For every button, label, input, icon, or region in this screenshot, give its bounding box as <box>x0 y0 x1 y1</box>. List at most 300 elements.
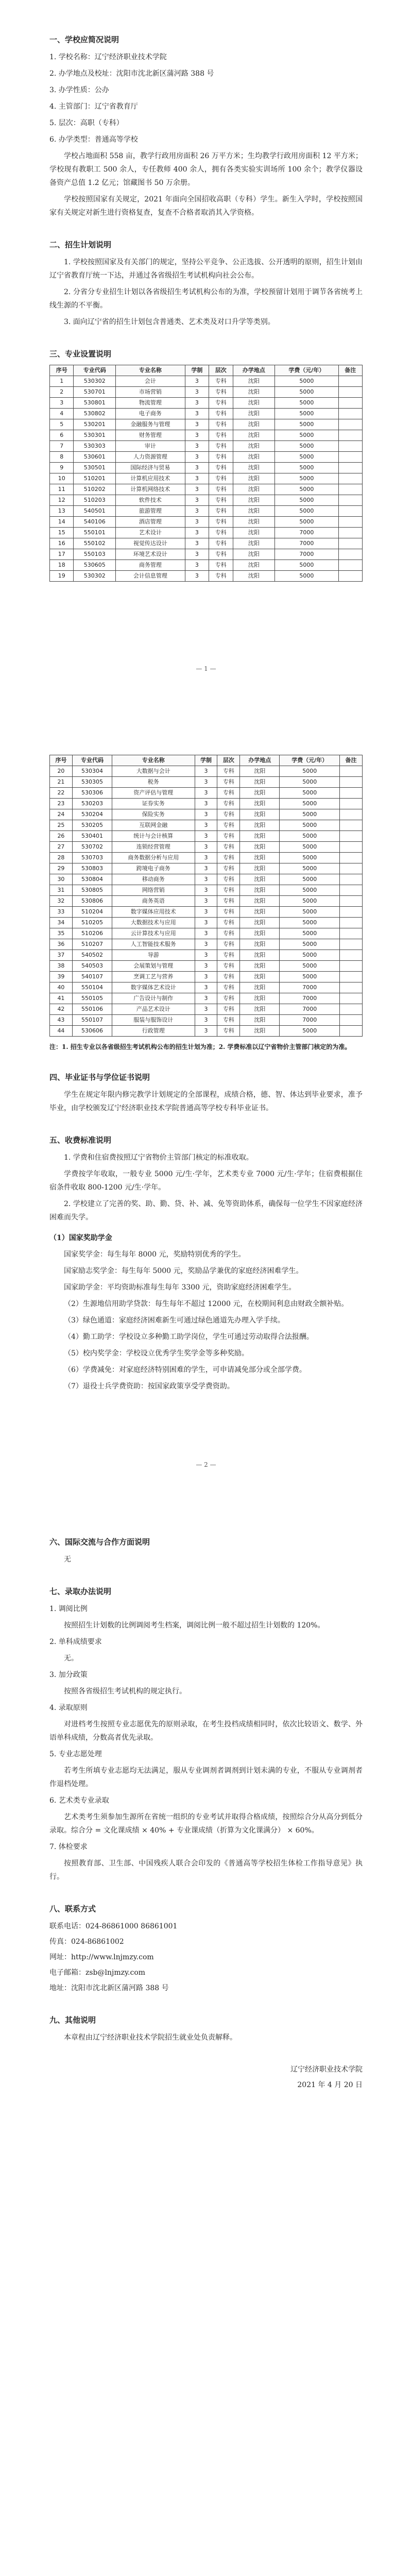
contact-line: 电子邮箱：zsb@lnjmzy.com <box>49 1969 146 1977</box>
table-cell: 沈阳 <box>240 777 280 788</box>
table-cell: 艺术设计 <box>116 528 185 538</box>
table-cell: 3 <box>185 398 209 409</box>
table-cell: 3 <box>195 809 217 820</box>
table-row <box>50 788 363 799</box>
table-cell: 18 <box>50 560 74 571</box>
table-cell: 3 <box>185 560 209 571</box>
table-cell: 沈阳 <box>240 928 280 939</box>
paragraph: 无。 <box>64 1654 78 1663</box>
table-cell: 人工智能技术服务 <box>112 939 195 950</box>
table-cell: 沈阳 <box>240 809 280 820</box>
table-cell: 530805 <box>72 885 112 896</box>
table-cell: 沈阳 <box>240 1015 280 1026</box>
paragraph: 1. 学费和住宿费按照辽宁省物价主管部门核定的标准收取。 <box>64 1154 253 1162</box>
table-cell: 3 <box>185 463 209 473</box>
table-cell: 沈阳 <box>240 982 280 993</box>
table-cell: 专科 <box>209 517 233 528</box>
table-cell: 沈阳 <box>240 820 280 831</box>
text-line: 4. 主管部门：辽宁省教育厅 <box>49 103 138 111</box>
table-cell: 环境艺术设计 <box>116 549 185 560</box>
table-cell: 广告设计与制作 <box>112 993 195 1004</box>
paragraph: 3. 加分政策 <box>49 1671 88 1679</box>
table-cell <box>340 1026 363 1037</box>
table-cell: 数字媒体艺术设计 <box>112 982 195 993</box>
table-cell: 3 <box>195 950 217 961</box>
table-cell <box>340 993 363 1004</box>
table-cell <box>338 419 362 430</box>
paragraph: 国家励志奖学金：每生每年 5000 元，奖励品学兼优的家庭经济困难学生。 <box>64 1267 303 1275</box>
table-cell: 5000 <box>275 452 338 463</box>
paragraph: 国家奖学金：每生每年 8000 元，奖励特别优秀的学生。 <box>64 1250 246 1259</box>
table-row <box>50 452 363 463</box>
text-line: 1. 学校名称：辽宁经济职业技术学院 <box>49 53 167 61</box>
table-cell: 5000 <box>280 788 340 799</box>
table-cell: 3 <box>195 982 217 993</box>
table-cell: 530801 <box>74 398 116 409</box>
table-cell <box>340 961 363 972</box>
table-cell: 专科 <box>209 452 233 463</box>
table-row <box>50 1026 363 1037</box>
table-cell: 20 <box>50 766 73 777</box>
table-cell: 540503 <box>72 961 112 972</box>
table-cell: 专科 <box>209 549 233 560</box>
paragraph: 学费按学年收取，一般专业 5000 元/生·学年，艺术类专业 7000 元/生·学年；住宿费根据住宿条件收取 800-1200 元/生·学年。 <box>49 1170 363 1192</box>
table-cell: 5000 <box>275 441 338 452</box>
table-cell: 3 <box>185 484 209 495</box>
table-cell: 540502 <box>72 950 112 961</box>
table-cell: 沈阳 <box>240 993 280 1004</box>
table-row <box>50 473 363 484</box>
table-cell: 14 <box>50 517 74 528</box>
table-cell: 41 <box>50 993 73 1004</box>
table-cell: 沈阳 <box>233 484 275 495</box>
table-cell: 530501 <box>74 463 116 473</box>
table-cell: 550104 <box>72 982 112 993</box>
table-cell: 导游 <box>112 950 195 961</box>
paragraph: 学校占地面积 558 亩，教学行政用房面积 26 万平方米；生均教学行政用房面积 12 平方米；学校现有教职工 500 余人，专任教师 400 余人，拥有各类实验实训场所 100 余个；教学仪器设备资产总值 1.2 亿元；馆藏图书 50 万余册。 <box>49 152 363 187</box>
table-cell <box>338 484 362 495</box>
table-cell: 专科 <box>217 1004 240 1015</box>
table-cell: 5000 <box>280 907 340 918</box>
table-row <box>50 961 363 972</box>
table-row <box>50 907 363 918</box>
table-cell: 550107 <box>72 1015 112 1026</box>
majors-table-part-1 <box>49 365 363 582</box>
table-cell: 5000 <box>275 571 338 582</box>
table-cell: 5000 <box>280 863 340 874</box>
table-cell <box>338 549 362 560</box>
table-cell: 专科 <box>209 398 233 409</box>
table-cell <box>338 452 362 463</box>
table-cell <box>340 1015 363 1026</box>
section-enrollment-plan <box>49 238 363 329</box>
table-cell: 5000 <box>280 842 340 853</box>
table-cell: 13 <box>50 506 74 517</box>
table-row <box>50 928 363 939</box>
table-cell: 专科 <box>217 1026 240 1037</box>
table-cell: 3 <box>195 1004 217 1015</box>
table-cell <box>338 560 362 571</box>
text-line: 6. 办学类型：普通高等学校 <box>49 135 138 144</box>
table-cell: 3 <box>195 853 217 863</box>
table-cell: 网络营销 <box>112 885 195 896</box>
table-cell: 专科 <box>209 409 233 419</box>
table-cell: 5000 <box>280 820 340 831</box>
table-cell: 沈阳 <box>233 441 275 452</box>
table-cell: 专科 <box>209 430 233 441</box>
table-cell: 26 <box>50 831 73 842</box>
table-row <box>50 441 363 452</box>
table-cell: 软件技术 <box>116 495 185 506</box>
paragraph: 对进档考生按照专业志愿优先的原则录取，在考生投档成绩相同时，依次比较语文、数学、外语单科成绩，分数高者优先录取。 <box>49 1720 363 1742</box>
table-cell: 530302 <box>74 571 116 582</box>
table-header-cell: 学制 <box>195 755 217 766</box>
section-title: 八、联系方式 <box>49 1904 96 1913</box>
section-title: 六、国际交流与合作方面说明 <box>49 1537 150 1547</box>
document-body <box>49 33 363 2094</box>
table-cell <box>338 528 362 538</box>
paragraph: 6. 艺术类专业录取 <box>49 1797 109 1805</box>
table-cell: 3 <box>195 961 217 972</box>
paragraph: 3. 面向辽宁省的招生计划包含普通类、艺术类及对口升学等类别。 <box>64 318 275 326</box>
table-cell: 保险实务 <box>112 809 195 820</box>
table-row <box>50 777 363 788</box>
page-number: — 2 — <box>196 1461 216 1468</box>
table-cell <box>340 766 363 777</box>
table-cell: 38 <box>50 961 73 972</box>
paragraph: 5. 专业志愿处理 <box>49 1750 102 1758</box>
table-cell: 3 <box>185 452 209 463</box>
table-cell: 3 <box>185 473 209 484</box>
table-cell: 25 <box>50 820 73 831</box>
table-row <box>50 853 363 863</box>
table-row <box>50 528 363 538</box>
table-header-cell: 办学地点 <box>240 755 280 766</box>
table-cell: 5000 <box>280 939 340 950</box>
paragraph: 4. 录取原则 <box>49 1704 88 1712</box>
table-cell: 3 <box>195 928 217 939</box>
table-cell: 审计 <box>116 441 185 452</box>
table-row <box>50 799 363 809</box>
table-cell: 5000 <box>280 799 340 809</box>
table-cell: 3 <box>195 788 217 799</box>
table-cell: 9 <box>50 463 74 473</box>
table-cell: 540107 <box>72 972 112 982</box>
table-cell <box>340 939 363 950</box>
table-header-cell: 层次 <box>217 755 240 766</box>
table-row <box>50 809 363 820</box>
table-cell: 6 <box>50 430 74 441</box>
section-fees <box>49 1133 363 1393</box>
table-cell: 36 <box>50 939 73 950</box>
table-cell: 5000 <box>275 463 338 473</box>
table-cell: 沈阳 <box>240 766 280 777</box>
table-cell: 5000 <box>280 777 340 788</box>
section-certificates <box>49 1071 363 1115</box>
table-cell: 550101 <box>74 528 116 538</box>
table-cell: 专科 <box>209 387 233 398</box>
paragraph: 1. 调阅比例 <box>49 1605 88 1613</box>
section-international <box>49 1535 363 1566</box>
table-row <box>50 766 363 777</box>
table-row <box>50 571 363 582</box>
table-cell: 530601 <box>74 452 116 463</box>
table-cell: 510206 <box>72 928 112 939</box>
table-cell: 专科 <box>217 896 240 907</box>
table-cell: 会计信息管理 <box>116 571 185 582</box>
table-cell: 专科 <box>209 560 233 571</box>
table-cell: 沈阳 <box>240 939 280 950</box>
table-cell: 税务 <box>112 777 195 788</box>
table-cell <box>340 972 363 982</box>
paragraph: （3）绿色通道：家庭经济困难新生可通过绿色通道先办理入学手续。 <box>64 1316 285 1325</box>
paragraph: 无 <box>64 1555 71 1564</box>
table-cell: 11 <box>50 484 74 495</box>
table-cell: 专科 <box>209 376 233 387</box>
table-cell: 550102 <box>74 538 116 549</box>
table-cell: 证券实务 <box>112 799 195 809</box>
table-header-cell: 学费（元/年） <box>275 365 338 376</box>
table-row <box>50 560 363 571</box>
table-cell: 550106 <box>72 1004 112 1015</box>
table-header-row <box>50 365 363 376</box>
table-cell <box>340 950 363 961</box>
table-cell <box>340 809 363 820</box>
table-cell: 5000 <box>280 928 340 939</box>
page-break <box>49 600 363 755</box>
table-cell: 数字媒体应用技术 <box>112 907 195 918</box>
table-cell: 金融服务与管理 <box>116 419 185 430</box>
paragraph: 2. 单科成绩要求 <box>49 1638 102 1646</box>
table-row <box>50 950 363 961</box>
table-row <box>50 842 363 853</box>
table-cell: 沈阳 <box>233 419 275 430</box>
table-cell: 沈阳 <box>233 473 275 484</box>
table-cell: 5000 <box>275 409 338 419</box>
table-cell: 专科 <box>217 950 240 961</box>
table-cell: 3 <box>185 538 209 549</box>
table-cell: 财务管理 <box>116 430 185 441</box>
table-cell: 3 <box>195 766 217 777</box>
table-cell <box>338 571 362 582</box>
table-header-cell: 学费（元/年） <box>280 755 340 766</box>
table-cell <box>340 820 363 831</box>
table-cell <box>340 842 363 853</box>
table-cell: 16 <box>50 538 74 549</box>
table-row <box>50 1004 363 1015</box>
table-cell: 7000 <box>275 528 338 538</box>
table-cell: 3 <box>195 972 217 982</box>
table-cell: 510205 <box>72 918 112 928</box>
table-cell: 540106 <box>74 517 116 528</box>
table-cell: 510203 <box>74 495 116 506</box>
table-cell <box>338 409 362 419</box>
table-row <box>50 495 363 506</box>
table-header-cell: 专业名称 <box>112 755 195 766</box>
table-cell: 3 <box>195 874 217 885</box>
paragraph: 按照教育部、卫生部、中国残疾人联合会印发的《普通高等学校招生体检工作指导意见》执行。 <box>49 1859 363 1881</box>
table-cell <box>338 473 362 484</box>
table-cell: 40 <box>50 982 73 993</box>
section-title: 五、收费标准说明 <box>49 1136 112 1145</box>
table-cell <box>340 982 363 993</box>
paragraph: （4）勤工助学：学校设立多种勤工助学岗位，学生可通过劳动取得合法报酬。 <box>64 1333 314 1341</box>
contact-line: 联系电话：024-86861000 86861001 <box>49 1922 178 1930</box>
table-row <box>50 409 363 419</box>
table-cell: 沈阳 <box>240 1004 280 1015</box>
table-cell: 大数据与会计 <box>112 766 195 777</box>
table-cell: 510207 <box>72 939 112 950</box>
page-break <box>49 1412 363 1535</box>
table-cell: 3 <box>185 430 209 441</box>
table-cell <box>340 928 363 939</box>
table-cell: 沈阳 <box>233 409 275 419</box>
table-header-cell: 序号 <box>50 365 74 376</box>
table-cell: 沈阳 <box>233 387 275 398</box>
table-cell: 10 <box>50 473 74 484</box>
table-cell: 530702 <box>72 842 112 853</box>
table-cell: 3 <box>185 441 209 452</box>
table-cell: 5000 <box>280 961 340 972</box>
table-cell: 530305 <box>72 777 112 788</box>
table-cell: 沈阳 <box>233 506 275 517</box>
table-cell <box>338 463 362 473</box>
table-cell: 专科 <box>209 419 233 430</box>
table-cell: 29 <box>50 863 73 874</box>
table-cell <box>340 831 363 842</box>
table-cell: 3 <box>195 939 217 950</box>
table-cell: 5000 <box>280 885 340 896</box>
contact-line: 地址：沈阳市沈北新区蒲河路 388 号 <box>49 1984 169 1992</box>
table-cell: 7000 <box>280 982 340 993</box>
table-cell: 5000 <box>280 831 340 842</box>
table-cell: 沈阳 <box>233 528 275 538</box>
section-title: 七、录取办法说明 <box>49 1587 112 1596</box>
table-row <box>50 517 363 528</box>
table-cell: 专科 <box>217 831 240 842</box>
table-cell: 专科 <box>217 820 240 831</box>
table-cell: 沈阳 <box>233 517 275 528</box>
section-school-info <box>49 33 363 219</box>
table-cell: 530302 <box>74 376 116 387</box>
table-cell: 39 <box>50 972 73 982</box>
table-cell: 3 <box>185 387 209 398</box>
table-row <box>50 538 363 549</box>
table-cell: 24 <box>50 809 73 820</box>
table-cell: 5000 <box>275 419 338 430</box>
table-cell: 沈阳 <box>240 885 280 896</box>
table-cell <box>340 788 363 799</box>
table-cell: 专科 <box>217 885 240 896</box>
table-cell <box>340 799 363 809</box>
table-cell: 互联网金融 <box>112 820 195 831</box>
table-cell <box>340 863 363 874</box>
table-cell: 5000 <box>280 809 340 820</box>
table-cell: 专科 <box>217 766 240 777</box>
table-cell: 沈阳 <box>240 896 280 907</box>
table-cell: 专科 <box>217 982 240 993</box>
table-cell <box>338 538 362 549</box>
paragraph: 2. 学校建立了完善的奖、助、勤、贷、补、减、免等资助体系，确保每一位学生不因家庭经济困难而失学。 <box>49 1200 363 1222</box>
table-cell: 550103 <box>74 549 116 560</box>
table-header-cell: 备注 <box>340 755 363 766</box>
table-cell: 530301 <box>74 430 116 441</box>
table-cell: 5000 <box>280 972 340 982</box>
table-cell: 沈阳 <box>240 799 280 809</box>
paragraph: （2）生源地信用助学贷款：每生每年不超过 12000 元，在校期间利息由财政全额补贴。 <box>64 1300 349 1308</box>
table-cell: 沈阳 <box>233 398 275 409</box>
paragraph: 2. 分省分专业招生计划以各省级招生考试机构公布的为准，学校预留计划用于调节各省统考上线生源的不平衡。 <box>49 288 363 310</box>
table-header-cell: 专业代码 <box>74 365 116 376</box>
table-cell: 3 <box>185 549 209 560</box>
table-cell: 7000 <box>275 549 338 560</box>
table-cell: 530606 <box>72 1026 112 1037</box>
table-cell: 专科 <box>209 484 233 495</box>
table-cell <box>338 398 362 409</box>
table-cell: 44 <box>50 1026 73 1037</box>
table-header-cell: 备注 <box>338 365 362 376</box>
table-cell: 530703 <box>72 853 112 863</box>
table-cell: 2 <box>50 387 74 398</box>
table-cell: 沈阳 <box>240 874 280 885</box>
table-cell: 7 <box>50 441 74 452</box>
section-title: 四、毕业证书与学位证书说明 <box>49 1073 150 1082</box>
table-cell: 沈阳 <box>233 538 275 549</box>
text-line: 5. 层次：高职（专科） <box>49 119 124 127</box>
table-cell: 34 <box>50 918 73 928</box>
table-cell: 专科 <box>217 972 240 982</box>
table-cell: 专科 <box>217 863 240 874</box>
table-cell <box>340 896 363 907</box>
table-cell: 专科 <box>209 528 233 538</box>
table-header-cell: 层次 <box>209 365 233 376</box>
table-cell: 统计与会计核算 <box>112 831 195 842</box>
table-cell: 33 <box>50 907 73 918</box>
table-cell: 专科 <box>209 495 233 506</box>
table-cell: 28 <box>50 853 73 863</box>
section-majors <box>49 347 363 582</box>
table-cell: 专科 <box>209 463 233 473</box>
table-cell: 3 <box>185 376 209 387</box>
table-cell <box>340 885 363 896</box>
paragraph: 1. 学校按照国家及有关部门的规定，坚持公平竞争、公正选拔、公开透明的原则，招生计划由辽宁省教育厅统一下达，并通过各省级招生考试机构向社会公布。 <box>49 258 363 280</box>
table-cell: 移动商务 <box>112 874 195 885</box>
table-cell: 会计 <box>116 376 185 387</box>
table-row <box>50 376 363 387</box>
table-cell <box>338 441 362 452</box>
table-cell: 510204 <box>72 907 112 918</box>
table-cell: 3 <box>185 517 209 528</box>
table-cell: 3 <box>195 993 217 1004</box>
table-cell: 人力资源管理 <box>116 452 185 463</box>
table-cell: 专科 <box>217 918 240 928</box>
table-cell: 专科 <box>217 788 240 799</box>
table-cell: 7000 <box>280 993 340 1004</box>
table-cell: 国际经济与贸易 <box>116 463 185 473</box>
subsection-title: （1）国家奖助学金 <box>49 1234 112 1242</box>
table-cell <box>338 517 362 528</box>
table-cell: 3 <box>185 571 209 582</box>
table-cell: 510201 <box>74 473 116 484</box>
table-cell: 21 <box>50 777 73 788</box>
table-cell: 530306 <box>72 788 112 799</box>
table-cell: 3 <box>195 863 217 874</box>
paragraph: 艺术类考生须参加生源所在省统一组织的专业考试并取得合格成绩，按照综合分从高分到低分录取。综合分 = 文化课成绩 × 40% + 专业课成绩（折算为文化课满分） × 60%。 <box>49 1813 363 1835</box>
table-header-cell: 专业名称 <box>116 365 185 376</box>
table-cell: 5000 <box>275 473 338 484</box>
table-cell: 专科 <box>217 853 240 863</box>
paragraph: 国家助学金：平均资助标准每生每年 3300 元，资助家庭经济困难学生。 <box>64 1283 296 1292</box>
